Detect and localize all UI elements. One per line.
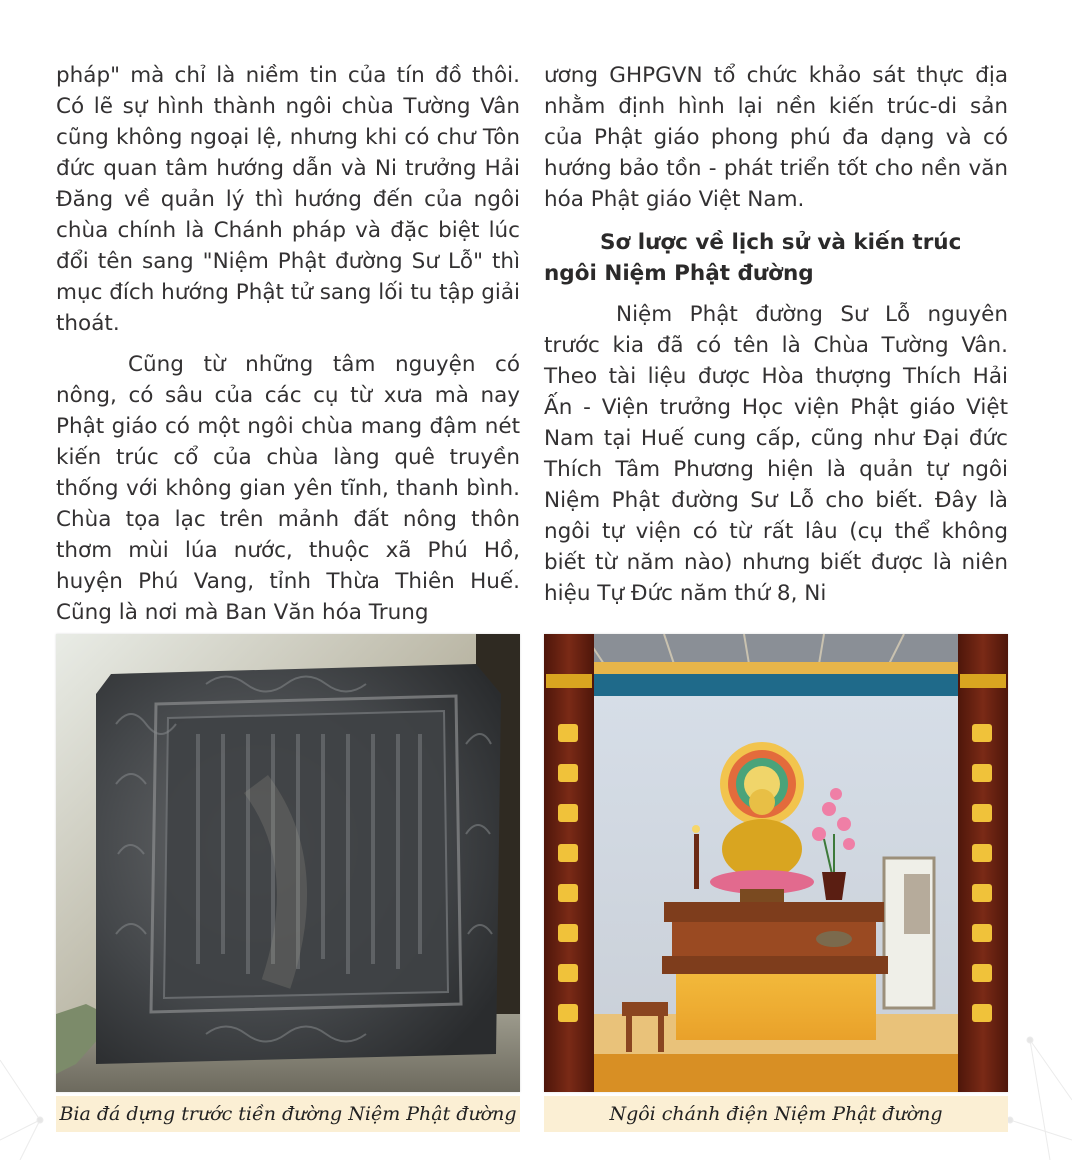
stone-stele-photo [56, 634, 520, 1092]
stele-photo-caption: Bia đá dựng trước tiền đường Niệm Phật đường [56, 1096, 520, 1132]
hall-photo-caption: Ngôi chánh điện Niệm Phật đường [544, 1096, 1008, 1132]
right-text-column [544, 60, 1008, 609]
left-text-column [56, 60, 520, 628]
right-paragraph-2: Niệm Phật đường Sư Lỗ nguyên trước kia đã có tên là Chùa Tường Vân. Theo tài liệu được Hòa thượng Thích Hải Ấn - Viện trưởng Học viện Phật giáo Việt Nam tại Huế cung cấp, cũng như Đại đức Thích Tâm Phương hiện là quản tự ngôi Niệm Phật đường Sư Lỗ cho biết. Đây là ngôi tự viện có từ rất lâu (cụ thể không biết từ năm nào) nhưng biết được là niên hiệu Tự Đức năm thứ 8, Ni [544, 302, 1008, 606]
left-paragraph-1: pháp" mà chỉ là niềm tin của tín đồ thôi. Có lẽ sự hình thành ngôi chùa Tường Vân cũng không ngoại lệ, nhưng khi có chư Tôn đức quan tâm hướng dẫn và Ni trưởng Hải Đăng về quản lý thì hướng đến của ngôi chùa chính là Chánh pháp và đặc biệt lúc đổi tên sang "Niệm Phật đường Sư Lỗ" thì mục đích hướng Phật tử sang lối tu tập giải thoát. [56, 63, 520, 336]
section-heading: Sơ lược về lịch sử và kiến trúc ngôi Niệm Phật đường [544, 230, 962, 286]
left-paragraph-2: Cũng từ những tâm nguyện có nông, có sâu của các cụ từ xưa mà nay Phật giáo có một ngôi chùa mang đậm nét kiến trúc cổ của chùa làng quê truyền thống với không gian yên tĩnh, thanh bình. Chùa tọa lạc trên mảnh đất nông thôn thơm mùi lúa nước, thuộc xã Phú Hồ, huyện Phú Vang, tỉnh Thừa Thiên Huế. Cũng là nơi mà Ban Văn hóa Trung [56, 352, 520, 625]
right-paragraph-1: ương GHPGVN tổ chức khảo sát thực địa nhằm định hình lại nền kiến trúc-di sản của Phật giáo phong phú đa dạng và có hướng bảo tồn - phát triển tốt cho nền văn hóa Phật giáo Việt Nam. [544, 63, 1008, 212]
main-hall-photo [544, 634, 1008, 1092]
